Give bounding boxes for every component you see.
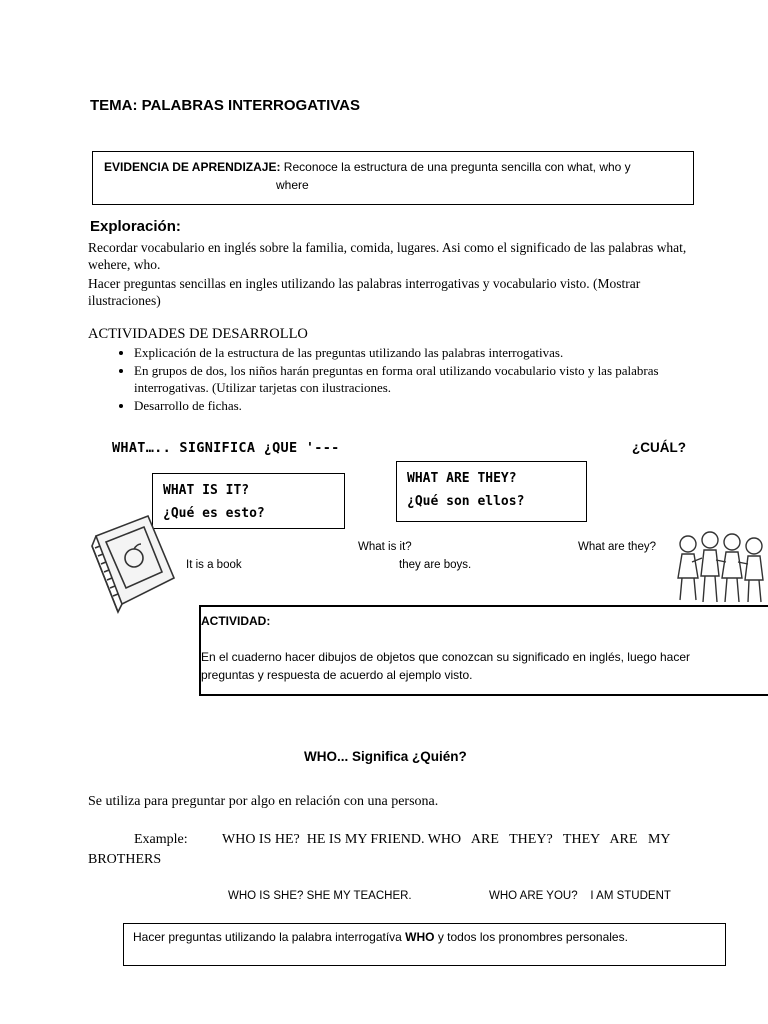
list-item: • Desarrollo de fichas. bbox=[134, 397, 724, 415]
who-task-text: Hacer preguntas utilizando la palabra interrogatíva bbox=[133, 930, 406, 944]
exploration-p1-line2: wehere, who. bbox=[88, 257, 161, 272]
que-son-ellos-text: ¿Qué son ellos? bbox=[407, 494, 525, 509]
activities-list bbox=[110, 344, 724, 414]
what-are-they-box bbox=[396, 461, 587, 522]
who-example-2: WHO IS SHE? SHE MY TEACHER. bbox=[228, 890, 412, 902]
who-task-box bbox=[123, 923, 726, 966]
activity-label: ACTIVIDAD: bbox=[201, 614, 271, 628]
who-usage-text: Se utiliza para preguntar por algo en relación con una persona. bbox=[88, 794, 439, 809]
evidence-label: EVIDENCIA DE APRENDIZAJE: bbox=[104, 160, 281, 174]
activities-heading: ACTIVIDADES DE DESARROLLO bbox=[88, 326, 308, 342]
list-item: • Explicación de la estructura de las preguntas utilizando las palabras interrogativas. bbox=[134, 344, 724, 362]
exploration-heading: Exploración: bbox=[90, 218, 181, 235]
who-example-cont: BROTHERS bbox=[88, 852, 162, 867]
children-icon bbox=[672, 528, 768, 606]
exploration-p2-line2: ilustraciones) bbox=[88, 293, 161, 308]
who-task-bold: WHO bbox=[405, 930, 435, 944]
cual-heading: ¿CUÁL? bbox=[632, 440, 686, 455]
exploration-p1-line1: Recordar vocabulario en inglés sobre la familia, comida, lugares. Asi como el significado de las palabras what, bbox=[88, 240, 687, 255]
list-item: • En grupos de dos, los niños harán preguntas en forma oral utilizando vocabulario visto y las palabras interrogativas. (Utilizar tarjetas con ilustraciones. bbox=[134, 362, 724, 397]
who-example-3: WHO ARE YOU? I AM STUDENT bbox=[489, 890, 671, 902]
what-heading: WHAT….. SIGNIFICA ¿QUE '--- bbox=[112, 440, 340, 456]
question-what-is-it: What is it? bbox=[358, 541, 412, 553]
who-task-text-end: y todos los pronombres personales. bbox=[434, 930, 628, 944]
activity-line-2: preguntas y respuesta de acuerdo al ejemplo visto. bbox=[201, 668, 473, 682]
activity-line-1: En el cuaderno hacer dibujos de objetos que conozcan su significado en inglés, luego hacer bbox=[201, 650, 690, 664]
what-is-it-text: WHAT IS IT? bbox=[163, 483, 250, 498]
evidence-text-cont: where bbox=[276, 178, 309, 192]
learning-evidence-box bbox=[92, 151, 694, 205]
answer-they-are-boys: they are boys. bbox=[399, 559, 472, 571]
who-heading: WHO... Significa ¿Quién? bbox=[304, 749, 467, 764]
page-title: TEMA: PALABRAS INTERROGATIVAS bbox=[90, 97, 360, 114]
activity-box bbox=[199, 605, 768, 696]
who-example-text: WHO IS HE? HE IS MY FRIEND. WHO ARE THEY? THEY ARE MY bbox=[222, 832, 671, 847]
exploration-p2-line1: Hacer preguntas sencillas en ingles utilizando las palabras interrogativas y vocabulario visto. (Mostrar bbox=[88, 276, 641, 291]
evidence-text: Reconoce la estructura de una pregunta sencilla con what, who y bbox=[280, 160, 631, 174]
what-are-they-text: WHAT ARE THEY? bbox=[407, 471, 517, 486]
answer-it-is-a-book: It is a book bbox=[186, 559, 242, 571]
que-es-esto-text: ¿Qué es esto? bbox=[163, 506, 265, 521]
book-icon bbox=[86, 508, 182, 614]
exploration-paragraph-1 bbox=[88, 239, 718, 273]
exploration-paragraph-2 bbox=[88, 275, 718, 309]
who-example-label: Example: bbox=[134, 832, 188, 847]
question-what-are-they: What are they? bbox=[578, 541, 656, 553]
